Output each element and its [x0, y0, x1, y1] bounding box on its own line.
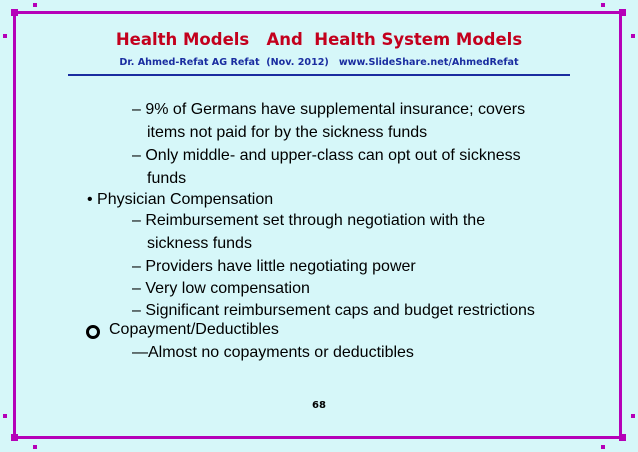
frame-dot — [601, 445, 605, 449]
title-underline — [68, 74, 570, 76]
frame-dot — [33, 445, 37, 449]
corner-square-bottom-left — [11, 434, 18, 441]
main-bullet: • Physician Compensation — [87, 191, 274, 208]
main-bullet: Copayment/Deductibles — [109, 321, 279, 338]
sub-bullet: – Providers have little negotiating power — [132, 258, 416, 275]
page-number: 68 — [312, 400, 326, 411]
sub-bullet-continuation: items not paid for by the sickness funds — [147, 124, 428, 141]
slide-title: Health Models And Health System Models — [115, 30, 523, 49]
corner-square-top-right — [619, 9, 626, 16]
sub-bullet: —Almost no copayments or deductibles — [132, 344, 414, 361]
ring-bullet-icon — [86, 325, 100, 339]
corner-square-bottom-right — [619, 434, 626, 441]
corner-square-top-left — [11, 9, 18, 16]
frame-dot — [33, 3, 37, 7]
sub-bullet: – Only middle- and upper-class can opt out of sickness — [132, 147, 521, 164]
frame-dot — [3, 414, 7, 418]
slide-subtitle: Dr. Ahmed-Refat AG Refat (Nov. 2012) www.SlideShare.net/AhmedRefat — [119, 57, 519, 68]
frame-dot — [601, 3, 605, 7]
sub-bullet: – Significant reimbursement caps and budget restrictions — [132, 302, 535, 319]
sub-bullet: – Very low compensation — [132, 280, 310, 297]
sub-bullet: – 9% of Germans have supplemental insurance; covers — [132, 101, 526, 118]
sub-bullet-continuation: funds — [147, 170, 187, 187]
sub-bullet: – Reimbursement set through negotiation with the — [132, 212, 486, 229]
frame-dot — [631, 414, 635, 418]
sub-bullet-continuation: sickness funds — [147, 235, 252, 252]
